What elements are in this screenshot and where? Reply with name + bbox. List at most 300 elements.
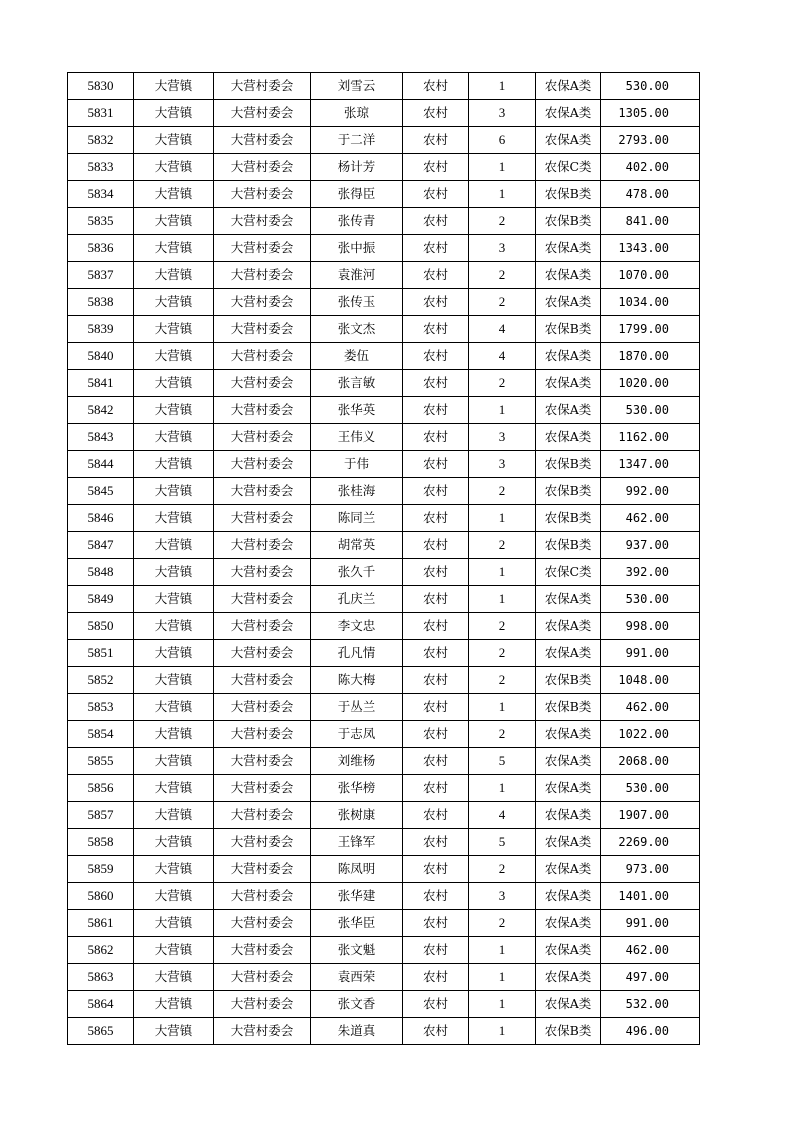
insurance-category-cell: 农保A类 xyxy=(536,721,601,748)
amount-cell: 992.00 xyxy=(601,478,700,505)
residence-type-cell: 农村 xyxy=(403,370,469,397)
amount-cell: 1070.00 xyxy=(601,262,700,289)
town-cell: 大营镇 xyxy=(134,991,214,1018)
amount-cell: 530.00 xyxy=(601,586,700,613)
town-cell: 大营镇 xyxy=(134,451,214,478)
town-cell: 大营镇 xyxy=(134,586,214,613)
amount-cell: 402.00 xyxy=(601,154,700,181)
insurance-category-cell: 农保A类 xyxy=(536,73,601,100)
village-committee-cell: 大营村委会 xyxy=(214,370,311,397)
record-id-cell: 5863 xyxy=(68,964,134,991)
person-name-cell: 王锋军 xyxy=(311,829,403,856)
residence-type-cell: 农村 xyxy=(403,235,469,262)
household-count-cell: 1 xyxy=(469,586,536,613)
records-body xyxy=(68,73,700,1045)
residence-type-cell: 农村 xyxy=(403,316,469,343)
table-row xyxy=(68,505,700,532)
household-count-cell: 1 xyxy=(469,964,536,991)
town-cell: 大营镇 xyxy=(134,316,214,343)
table-row xyxy=(68,100,700,127)
table-row xyxy=(68,856,700,883)
insurance-category-cell: 农保A类 xyxy=(536,640,601,667)
village-committee-cell: 大营村委会 xyxy=(214,100,311,127)
record-id-cell: 5865 xyxy=(68,1018,134,1045)
person-name-cell: 张桂海 xyxy=(311,478,403,505)
village-committee-cell: 大营村委会 xyxy=(214,397,311,424)
table-row xyxy=(68,721,700,748)
village-committee-cell: 大营村委会 xyxy=(214,316,311,343)
town-cell: 大营镇 xyxy=(134,748,214,775)
record-id-cell: 5849 xyxy=(68,586,134,613)
household-count-cell: 2 xyxy=(469,370,536,397)
household-count-cell: 2 xyxy=(469,721,536,748)
amount-cell: 1870.00 xyxy=(601,343,700,370)
amount-cell: 392.00 xyxy=(601,559,700,586)
person-name-cell: 张文杰 xyxy=(311,316,403,343)
residence-type-cell: 农村 xyxy=(403,883,469,910)
record-id-cell: 5843 xyxy=(68,424,134,451)
amount-cell: 532.00 xyxy=(601,991,700,1018)
residence-type-cell: 农村 xyxy=(403,424,469,451)
table-row xyxy=(68,262,700,289)
household-count-cell: 5 xyxy=(469,748,536,775)
residence-type-cell: 农村 xyxy=(403,397,469,424)
insurance-category-cell: 农保B类 xyxy=(536,478,601,505)
record-id-cell: 5841 xyxy=(68,370,134,397)
residence-type-cell: 农村 xyxy=(403,181,469,208)
amount-cell: 496.00 xyxy=(601,1018,700,1045)
town-cell: 大营镇 xyxy=(134,829,214,856)
person-name-cell: 张文香 xyxy=(311,991,403,1018)
insurance-category-cell: 农保B类 xyxy=(536,316,601,343)
person-name-cell: 娄伍 xyxy=(311,343,403,370)
town-cell: 大营镇 xyxy=(134,613,214,640)
town-cell: 大营镇 xyxy=(134,883,214,910)
town-cell: 大营镇 xyxy=(134,127,214,154)
table-row xyxy=(68,991,700,1018)
village-committee-cell: 大营村委会 xyxy=(214,1018,311,1045)
amount-cell: 1907.00 xyxy=(601,802,700,829)
insurance-category-cell: 农保A类 xyxy=(536,910,601,937)
insurance-category-cell: 农保B类 xyxy=(536,181,601,208)
amount-cell: 497.00 xyxy=(601,964,700,991)
residence-type-cell: 农村 xyxy=(403,100,469,127)
amount-cell: 1343.00 xyxy=(601,235,700,262)
household-count-cell: 2 xyxy=(469,208,536,235)
town-cell: 大营镇 xyxy=(134,802,214,829)
residence-type-cell: 农村 xyxy=(403,856,469,883)
amount-cell: 1034.00 xyxy=(601,289,700,316)
insurance-category-cell: 农保B类 xyxy=(536,694,601,721)
table-row xyxy=(68,1018,700,1045)
town-cell: 大营镇 xyxy=(134,289,214,316)
household-count-cell: 6 xyxy=(469,127,536,154)
residence-type-cell: 农村 xyxy=(403,829,469,856)
village-committee-cell: 大营村委会 xyxy=(214,586,311,613)
residence-type-cell: 农村 xyxy=(403,208,469,235)
town-cell: 大营镇 xyxy=(134,559,214,586)
record-id-cell: 5840 xyxy=(68,343,134,370)
amount-cell: 530.00 xyxy=(601,775,700,802)
person-name-cell: 王伟义 xyxy=(311,424,403,451)
insurance-category-cell: 农保A类 xyxy=(536,127,601,154)
village-committee-cell: 大营村委会 xyxy=(214,262,311,289)
insurance-category-cell: 农保A类 xyxy=(536,100,601,127)
residence-type-cell: 农村 xyxy=(403,532,469,559)
person-name-cell: 陈大梅 xyxy=(311,667,403,694)
table-row xyxy=(68,802,700,829)
amount-cell: 1401.00 xyxy=(601,883,700,910)
insurance-category-cell: 农保B类 xyxy=(536,208,601,235)
village-committee-cell: 大营村委会 xyxy=(214,424,311,451)
household-count-cell: 4 xyxy=(469,316,536,343)
person-name-cell: 李文忠 xyxy=(311,613,403,640)
household-count-cell: 1 xyxy=(469,937,536,964)
village-committee-cell: 大营村委会 xyxy=(214,559,311,586)
village-committee-cell: 大营村委会 xyxy=(214,802,311,829)
record-id-cell: 5858 xyxy=(68,829,134,856)
record-id-cell: 5857 xyxy=(68,802,134,829)
amount-cell: 998.00 xyxy=(601,613,700,640)
person-name-cell: 于丛兰 xyxy=(311,694,403,721)
household-count-cell: 3 xyxy=(469,424,536,451)
insurance-category-cell: 农保A类 xyxy=(536,829,601,856)
table-row xyxy=(68,748,700,775)
town-cell: 大营镇 xyxy=(134,100,214,127)
town-cell: 大营镇 xyxy=(134,640,214,667)
town-cell: 大营镇 xyxy=(134,721,214,748)
village-committee-cell: 大营村委会 xyxy=(214,937,311,964)
household-count-cell: 1 xyxy=(469,154,536,181)
person-name-cell: 张久千 xyxy=(311,559,403,586)
village-committee-cell: 大营村委会 xyxy=(214,748,311,775)
person-name-cell: 杨计芳 xyxy=(311,154,403,181)
person-name-cell: 张得臣 xyxy=(311,181,403,208)
person-name-cell: 张华臣 xyxy=(311,910,403,937)
town-cell: 大营镇 xyxy=(134,397,214,424)
record-id-cell: 5864 xyxy=(68,991,134,1018)
residence-type-cell: 农村 xyxy=(403,73,469,100)
household-count-cell: 1 xyxy=(469,397,536,424)
record-id-cell: 5848 xyxy=(68,559,134,586)
person-name-cell: 朱道真 xyxy=(311,1018,403,1045)
record-id-cell: 5844 xyxy=(68,451,134,478)
person-name-cell: 刘雪云 xyxy=(311,73,403,100)
residence-type-cell: 农村 xyxy=(403,451,469,478)
insurance-category-cell: 农保A类 xyxy=(536,964,601,991)
record-id-cell: 5847 xyxy=(68,532,134,559)
village-committee-cell: 大营村委会 xyxy=(214,235,311,262)
record-id-cell: 5835 xyxy=(68,208,134,235)
person-name-cell: 孔庆兰 xyxy=(311,586,403,613)
person-name-cell: 张传青 xyxy=(311,208,403,235)
insurance-category-cell: 农保A类 xyxy=(536,370,601,397)
residence-type-cell: 农村 xyxy=(403,289,469,316)
residence-type-cell: 农村 xyxy=(403,613,469,640)
amount-cell: 991.00 xyxy=(601,910,700,937)
table-row xyxy=(68,667,700,694)
household-count-cell: 4 xyxy=(469,343,536,370)
household-count-cell: 1 xyxy=(469,1018,536,1045)
record-id-cell: 5860 xyxy=(68,883,134,910)
record-id-cell: 5830 xyxy=(68,73,134,100)
village-committee-cell: 大营村委会 xyxy=(214,451,311,478)
insurance-category-cell: 农保A类 xyxy=(536,397,601,424)
table-row xyxy=(68,235,700,262)
village-committee-cell: 大营村委会 xyxy=(214,991,311,1018)
amount-cell: 1048.00 xyxy=(601,667,700,694)
village-committee-cell: 大营村委会 xyxy=(214,154,311,181)
village-committee-cell: 大营村委会 xyxy=(214,208,311,235)
amount-cell: 937.00 xyxy=(601,532,700,559)
household-count-cell: 1 xyxy=(469,694,536,721)
insurance-category-cell: 农保B类 xyxy=(536,667,601,694)
person-name-cell: 张言敏 xyxy=(311,370,403,397)
table-row xyxy=(68,883,700,910)
amount-cell: 462.00 xyxy=(601,505,700,532)
person-name-cell: 袁西荣 xyxy=(311,964,403,991)
insurance-category-cell: 农保A类 xyxy=(536,937,601,964)
person-name-cell: 张华英 xyxy=(311,397,403,424)
amount-cell: 841.00 xyxy=(601,208,700,235)
town-cell: 大营镇 xyxy=(134,424,214,451)
table-row xyxy=(68,316,700,343)
village-committee-cell: 大营村委会 xyxy=(214,505,311,532)
record-id-cell: 5833 xyxy=(68,154,134,181)
amount-cell: 530.00 xyxy=(601,73,700,100)
amount-cell: 1162.00 xyxy=(601,424,700,451)
village-committee-cell: 大营村委会 xyxy=(214,775,311,802)
amount-cell: 1799.00 xyxy=(601,316,700,343)
table-row xyxy=(68,154,700,181)
household-count-cell: 4 xyxy=(469,802,536,829)
village-committee-cell: 大营村委会 xyxy=(214,343,311,370)
person-name-cell: 张华榜 xyxy=(311,775,403,802)
table-row xyxy=(68,127,700,154)
town-cell: 大营镇 xyxy=(134,910,214,937)
amount-cell: 530.00 xyxy=(601,397,700,424)
residence-type-cell: 农村 xyxy=(403,154,469,181)
table-row xyxy=(68,478,700,505)
town-cell: 大营镇 xyxy=(134,370,214,397)
village-committee-cell: 大营村委会 xyxy=(214,910,311,937)
table-row xyxy=(68,532,700,559)
table-row xyxy=(68,775,700,802)
insurance-category-cell: 农保A类 xyxy=(536,883,601,910)
village-committee-cell: 大营村委会 xyxy=(214,73,311,100)
household-count-cell: 2 xyxy=(469,856,536,883)
village-committee-cell: 大营村委会 xyxy=(214,181,311,208)
household-count-cell: 1 xyxy=(469,991,536,1018)
household-count-cell: 3 xyxy=(469,235,536,262)
person-name-cell: 于伟 xyxy=(311,451,403,478)
insurance-category-cell: 农保A类 xyxy=(536,343,601,370)
residence-type-cell: 农村 xyxy=(403,478,469,505)
town-cell: 大营镇 xyxy=(134,694,214,721)
insurance-category-cell: 农保B类 xyxy=(536,451,601,478)
residence-type-cell: 农村 xyxy=(403,559,469,586)
amount-cell: 973.00 xyxy=(601,856,700,883)
person-name-cell: 刘维杨 xyxy=(311,748,403,775)
record-id-cell: 5856 xyxy=(68,775,134,802)
residence-type-cell: 农村 xyxy=(403,991,469,1018)
residence-type-cell: 农村 xyxy=(403,964,469,991)
table-row xyxy=(68,343,700,370)
village-committee-cell: 大营村委会 xyxy=(214,829,311,856)
town-cell: 大营镇 xyxy=(134,262,214,289)
residence-type-cell: 农村 xyxy=(403,586,469,613)
residence-type-cell: 农村 xyxy=(403,262,469,289)
table-row xyxy=(68,397,700,424)
household-count-cell: 5 xyxy=(469,829,536,856)
household-count-cell: 2 xyxy=(469,640,536,667)
village-committee-cell: 大营村委会 xyxy=(214,640,311,667)
record-id-cell: 5851 xyxy=(68,640,134,667)
town-cell: 大营镇 xyxy=(134,532,214,559)
village-committee-cell: 大营村委会 xyxy=(214,127,311,154)
table-row xyxy=(68,289,700,316)
table-row xyxy=(68,613,700,640)
record-id-cell: 5842 xyxy=(68,397,134,424)
insurance-category-cell: 农保A类 xyxy=(536,262,601,289)
amount-cell: 1022.00 xyxy=(601,721,700,748)
insurance-category-cell: 农保A类 xyxy=(536,235,601,262)
household-count-cell: 2 xyxy=(469,289,536,316)
residence-type-cell: 农村 xyxy=(403,748,469,775)
record-id-cell: 5832 xyxy=(68,127,134,154)
table-row xyxy=(68,937,700,964)
person-name-cell: 胡常英 xyxy=(311,532,403,559)
record-id-cell: 5850 xyxy=(68,613,134,640)
village-committee-cell: 大营村委会 xyxy=(214,721,311,748)
person-name-cell: 张文魁 xyxy=(311,937,403,964)
amount-cell: 462.00 xyxy=(601,937,700,964)
person-name-cell: 张华建 xyxy=(311,883,403,910)
insurance-category-cell: 农保A类 xyxy=(536,775,601,802)
amount-cell: 2269.00 xyxy=(601,829,700,856)
insurance-category-cell: 农保B类 xyxy=(536,532,601,559)
person-name-cell: 孔凡情 xyxy=(311,640,403,667)
household-count-cell: 2 xyxy=(469,532,536,559)
insurance-category-cell: 农保B类 xyxy=(536,505,601,532)
person-name-cell: 张琼 xyxy=(311,100,403,127)
table-row xyxy=(68,910,700,937)
village-committee-cell: 大营村委会 xyxy=(214,667,311,694)
record-id-cell: 5854 xyxy=(68,721,134,748)
table-row xyxy=(68,424,700,451)
person-name-cell: 袁淮河 xyxy=(311,262,403,289)
table-row xyxy=(68,370,700,397)
insurance-category-cell: 农保A类 xyxy=(536,748,601,775)
village-committee-cell: 大营村委会 xyxy=(214,883,311,910)
residence-type-cell: 农村 xyxy=(403,802,469,829)
household-count-cell: 3 xyxy=(469,451,536,478)
amount-cell: 1347.00 xyxy=(601,451,700,478)
village-committee-cell: 大营村委会 xyxy=(214,694,311,721)
village-committee-cell: 大营村委会 xyxy=(214,532,311,559)
record-id-cell: 5831 xyxy=(68,100,134,127)
amount-cell: 2793.00 xyxy=(601,127,700,154)
residence-type-cell: 农村 xyxy=(403,1018,469,1045)
person-name-cell: 于二洋 xyxy=(311,127,403,154)
record-id-cell: 5852 xyxy=(68,667,134,694)
town-cell: 大营镇 xyxy=(134,343,214,370)
table-row xyxy=(68,559,700,586)
record-id-cell: 5853 xyxy=(68,694,134,721)
town-cell: 大营镇 xyxy=(134,937,214,964)
amount-cell: 991.00 xyxy=(601,640,700,667)
town-cell: 大营镇 xyxy=(134,154,214,181)
household-count-cell: 3 xyxy=(469,100,536,127)
amount-cell: 478.00 xyxy=(601,181,700,208)
table-row xyxy=(68,73,700,100)
table-row xyxy=(68,640,700,667)
residence-type-cell: 农村 xyxy=(403,640,469,667)
household-count-cell: 1 xyxy=(469,505,536,532)
village-committee-cell: 大营村委会 xyxy=(214,613,311,640)
village-committee-cell: 大营村委会 xyxy=(214,964,311,991)
residence-type-cell: 农村 xyxy=(403,910,469,937)
village-committee-cell: 大营村委会 xyxy=(214,856,311,883)
table-row xyxy=(68,586,700,613)
residence-type-cell: 农村 xyxy=(403,343,469,370)
person-name-cell: 陈同兰 xyxy=(311,505,403,532)
residence-type-cell: 农村 xyxy=(403,775,469,802)
insurance-category-cell: 农保B类 xyxy=(536,1018,601,1045)
record-id-cell: 5846 xyxy=(68,505,134,532)
town-cell: 大营镇 xyxy=(134,775,214,802)
record-id-cell: 5836 xyxy=(68,235,134,262)
household-count-cell: 1 xyxy=(469,73,536,100)
insurance-category-cell: 农保A类 xyxy=(536,802,601,829)
record-id-cell: 5837 xyxy=(68,262,134,289)
town-cell: 大营镇 xyxy=(134,1018,214,1045)
amount-cell: 1305.00 xyxy=(601,100,700,127)
village-committee-cell: 大营村委会 xyxy=(214,478,311,505)
record-id-cell: 5862 xyxy=(68,937,134,964)
household-count-cell: 1 xyxy=(469,559,536,586)
village-committee-cell: 大营村委会 xyxy=(214,289,311,316)
record-id-cell: 5839 xyxy=(68,316,134,343)
insurance-category-cell: 农保A类 xyxy=(536,289,601,316)
table-row xyxy=(68,829,700,856)
amount-cell: 462.00 xyxy=(601,694,700,721)
person-name-cell: 张树康 xyxy=(311,802,403,829)
town-cell: 大营镇 xyxy=(134,505,214,532)
residence-type-cell: 农村 xyxy=(403,667,469,694)
household-count-cell: 2 xyxy=(469,910,536,937)
household-count-cell: 2 xyxy=(469,667,536,694)
record-id-cell: 5861 xyxy=(68,910,134,937)
records-table xyxy=(67,72,700,1045)
table-row xyxy=(68,181,700,208)
residence-type-cell: 农村 xyxy=(403,721,469,748)
residence-type-cell: 农村 xyxy=(403,937,469,964)
town-cell: 大营镇 xyxy=(134,856,214,883)
town-cell: 大营镇 xyxy=(134,478,214,505)
record-id-cell: 5855 xyxy=(68,748,134,775)
town-cell: 大营镇 xyxy=(134,667,214,694)
insurance-category-cell: 农保C类 xyxy=(536,559,601,586)
household-count-cell: 3 xyxy=(469,883,536,910)
household-count-cell: 2 xyxy=(469,262,536,289)
residence-type-cell: 农村 xyxy=(403,127,469,154)
insurance-category-cell: 农保A类 xyxy=(536,991,601,1018)
insurance-category-cell: 农保C类 xyxy=(536,154,601,181)
town-cell: 大营镇 xyxy=(134,73,214,100)
town-cell: 大营镇 xyxy=(134,235,214,262)
person-name-cell: 于志凤 xyxy=(311,721,403,748)
